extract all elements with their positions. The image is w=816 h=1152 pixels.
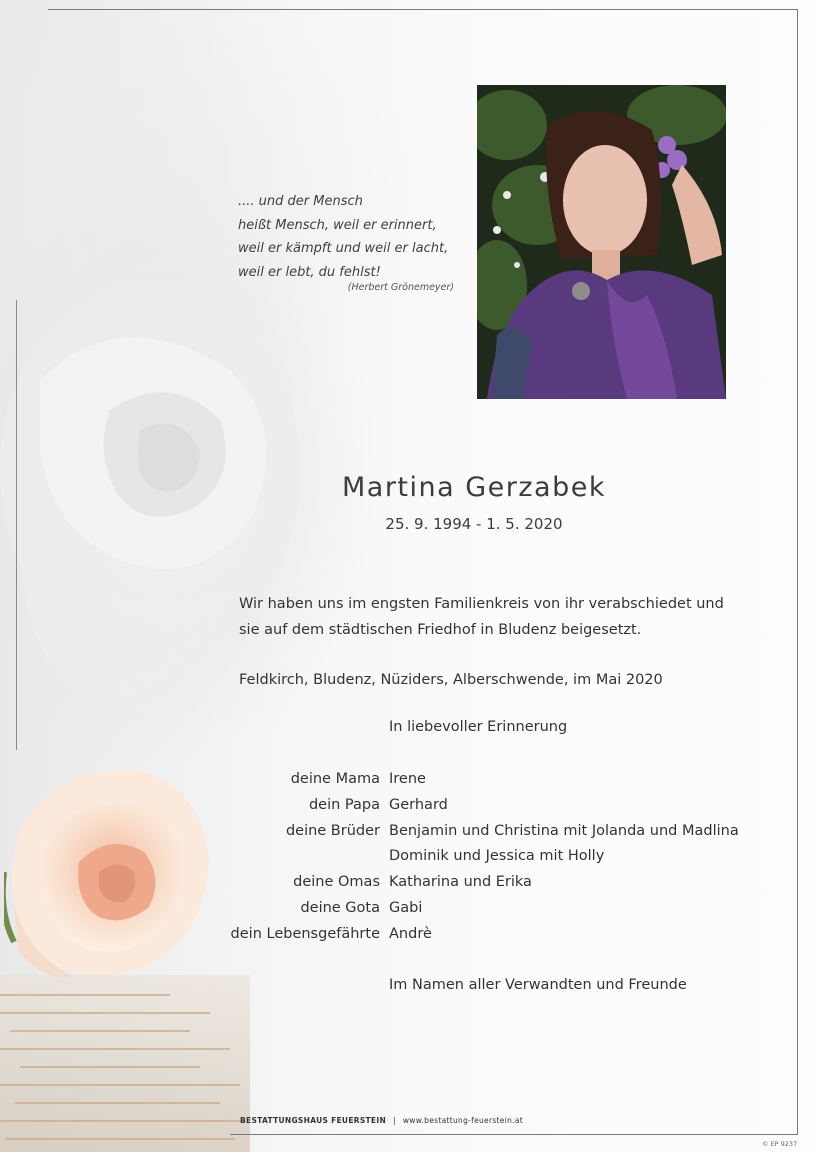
frame-line-bottom [230, 1134, 798, 1135]
family-names: Dominik und Jessica mit Holly [389, 848, 605, 865]
quote-line: .... und der Mensch [238, 194, 363, 209]
quote-line: weil er lebt, du fehlst! [238, 264, 381, 280]
life-dates: 25. 9. 1994 - 1. 5. 2020 [385, 515, 563, 533]
family-row [220, 771, 780, 797]
family-row [220, 874, 780, 900]
funeral-home-name: BESTATTUNGSHAUS FEUERSTEIN [240, 1116, 387, 1125]
funeral-home-website[interactable]: www.bestattung-feuerstein.at [402, 1116, 523, 1125]
family-relation: deine Gota [300, 899, 380, 916]
family-names: Gerhard [389, 796, 448, 813]
family-relation: deine Omas [293, 874, 380, 891]
memorial-quote [238, 190, 478, 284]
family-row [220, 797, 780, 823]
places-and-date: Feldkirch, Bludenz, Nüziders, Alberschwende, im Mai 2020 [239, 672, 663, 688]
announcement-paragraph [239, 591, 759, 643]
family-row [220, 823, 780, 849]
family-list [220, 771, 780, 952]
closing-line: Im Namen aller Verwandten und Freunde [389, 977, 687, 993]
announcement-line: sie auf dem städtischen Friedhof in Bludenz beigesetzt. [239, 622, 642, 638]
family-row [220, 926, 780, 952]
family-names: Katharina und Erika [389, 874, 532, 891]
announcement-line: Wir haben uns im engsten Familienkreis von ihr verabschiedet und [239, 596, 724, 612]
family-names: Irene [389, 771, 426, 787]
footer [240, 1116, 523, 1125]
family-relation: deine Brüder [285, 822, 380, 839]
water-reflection-illustration [0, 975, 250, 1152]
family-names: Gabi [389, 899, 423, 916]
frame-line-right [797, 9, 798, 1135]
family-relation: dein Papa [308, 796, 380, 813]
memory-phrase: In liebevoller Erinnerung [389, 719, 568, 735]
quote-line: weil er kämpft und weil er lacht, [238, 241, 449, 256]
portrait-photo [477, 85, 726, 399]
family-row [220, 900, 780, 926]
family-relation: deine Mama [290, 771, 380, 787]
footer-separator: | [393, 1116, 396, 1125]
deceased-name: Martina Gerzabek [341, 472, 606, 503]
family-names: Andrè [389, 925, 432, 942]
family-relation: dein Lebensgefährte [230, 925, 380, 942]
family-row [220, 848, 780, 874]
peach-rose-illustration [4, 752, 224, 992]
quote-author: (Herbert Grönemeyer) [347, 282, 454, 293]
document-code: © EP 9237 [762, 1140, 798, 1148]
quote-line: heißt Mensch, weil er erinnert, [238, 217, 437, 233]
family-names: Benjamin und Christina mit Jolanda und Madlina [389, 822, 739, 839]
frame-line-top [48, 9, 798, 10]
